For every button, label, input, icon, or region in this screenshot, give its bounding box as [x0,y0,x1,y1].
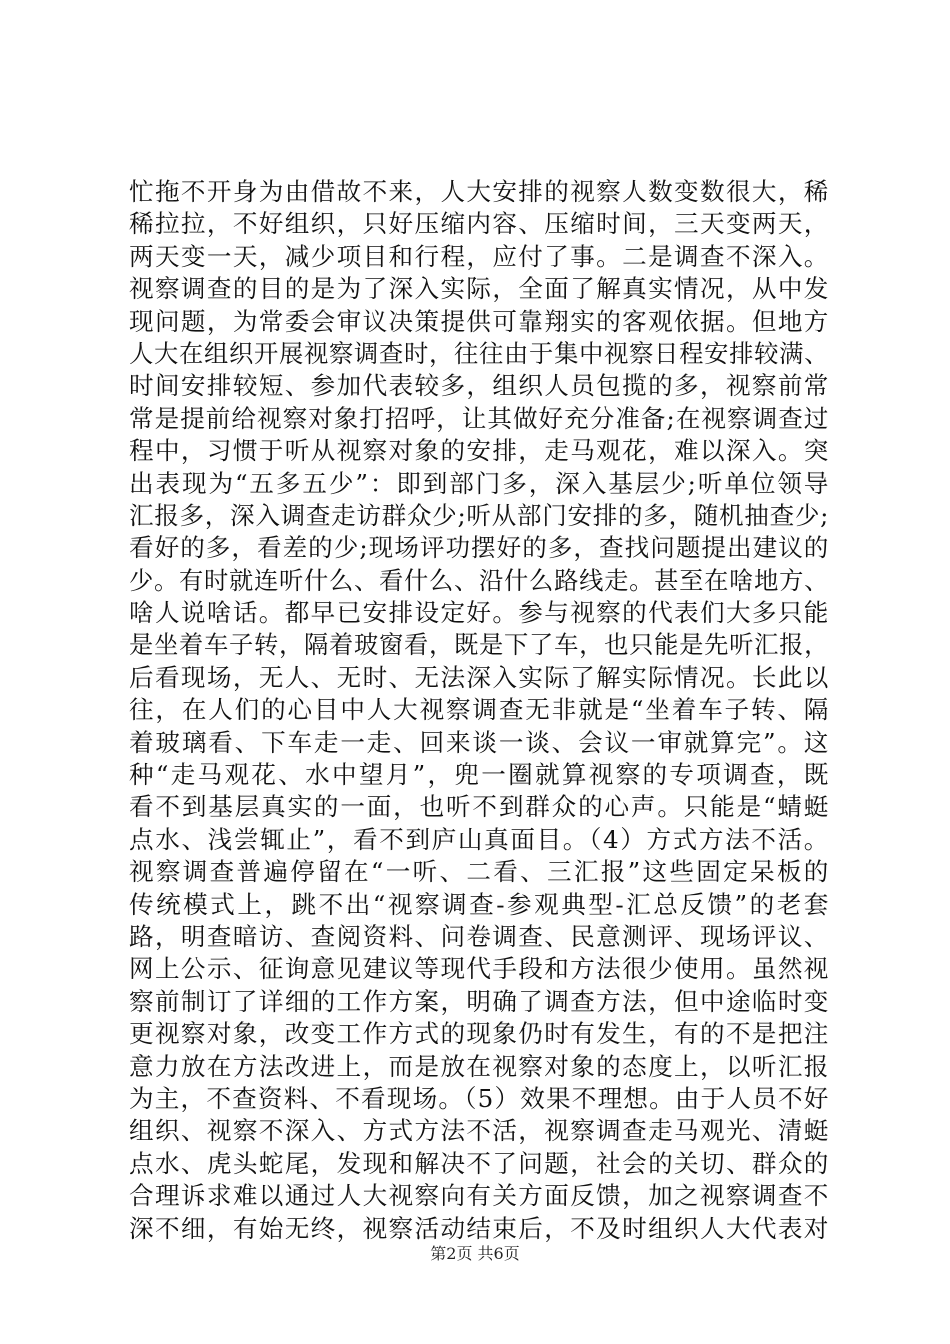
text-line: 时间安排较短、参加代表较多，组织人员包揽的多，视察前常 [129,371,829,401]
text-line: 后看现场，无人、无时、无法深入实际了解实际情况。长此以 [129,662,829,692]
text-line: 稀拉拉，不好组织，只好压缩内容、压缩时间，三天变两天， [129,209,829,239]
text-line: 深不细，有始无终，视察活动结束后，不及时组织人大代表对 [129,1213,829,1243]
text-line: 常是提前给视察对象打招呼，让其做好充分准备;在视察调查过 [129,403,829,433]
text-line: 人大在组织开展视察调查时，往往由于集中视察日程安排较满、 [129,338,829,368]
text-line: 着玻璃看、下车走一走、回来谈一谈、会议一审就算完”。这 [129,727,829,757]
text-line: 网上公示、征询意见建议等现代手段和方法很少使用。虽然视 [129,954,829,984]
text-line: 组织、视察不深入、方式方法不活，视察调查走马观光、清蜓 [129,1116,829,1146]
page-footer: 第2页 共6页 [430,1244,520,1263]
text-line: 意力放在方法改进上，而是放在视察对象的态度上，以听汇报 [129,1051,829,1081]
body-text [129,176,829,1245]
text-line: 合理诉求难以通过人大视察向有关方面反馈，加之视察调查不 [129,1181,829,1211]
text-line: 种“走马观花、水中望月”，兜一圈就算视察的专项调查，既 [129,760,829,790]
text-line: 忙拖不开身为由借故不来，人大安排的视察人数变数很大，稀 [129,177,829,206]
text-line: 路，明查暗访、查阅资料、问卷调查、民意测评、现场评议、 [129,921,829,951]
text-line: 程中，习惯于听从视察对象的安排，走马观花，难以深入。突 [129,436,829,466]
text-line: 少。有时就连听什么、看什么、沿什么路线走。甚至在啥地方、 [129,565,829,595]
text-line: 往，在人们的心目中人大视察调查无非就是“坐着车子转、隔 [129,695,829,725]
text-line: 是坐着车子转，隔着玻窗看，既是下了车，也只能是先听汇报， [129,630,829,660]
text-line: 汇报多，深入调查走访群众少;听从部门安排的多，随机抽查少; [129,500,829,530]
text-line: 现问题，为常委会审议决策提供可靠翔实的客观依据。但地方 [129,306,829,336]
text-line: 更视察对象，改变工作方式的现象仍时有发生，有的不是把注 [129,1019,829,1049]
text-line: 视察调查普遍停留在“一听、二看、三汇报”这些固定呆板的 [129,857,829,887]
text-line: 为主，不查资料、不看现场。（5）效果不理想。由于人员不好 [129,1083,829,1113]
text-line: 传统模式上，跳不出“视察调查-参观典型-汇总反馈”的老套 [129,889,829,919]
text-line: 两天变一天，减少项目和行程，应付了事。二是调查不深入。 [129,241,829,271]
text-line: 看不到基层真实的一面，也听不到群众的心声。只能是“蜻蜓 [129,792,829,822]
text-line: 点水、浅尝辄止”，看不到庐山真面目。（4）方式方法不活。 [129,824,829,854]
text-line: 察前制订了详细的工作方案，明确了调查方法，但中途临时变 [129,986,829,1016]
text-line: 看好的多，看差的少;现场评功摆好的多，查找问题提出建议的 [129,533,829,563]
text-line: 出表现为“五多五少”：即到部门多，深入基层少;听单位领导 [129,468,829,498]
text-line: 啥人说啥话。都早已安排设定好。参与视察的代表们大多只能 [129,598,829,628]
text-line: 视察调查的目的是为了深入实际，全面了解真实情况，从中发 [129,274,829,304]
text-line: 点水、虎头蛇尾，发现和解决不了问题，社会的关切、群众的 [129,1148,829,1178]
